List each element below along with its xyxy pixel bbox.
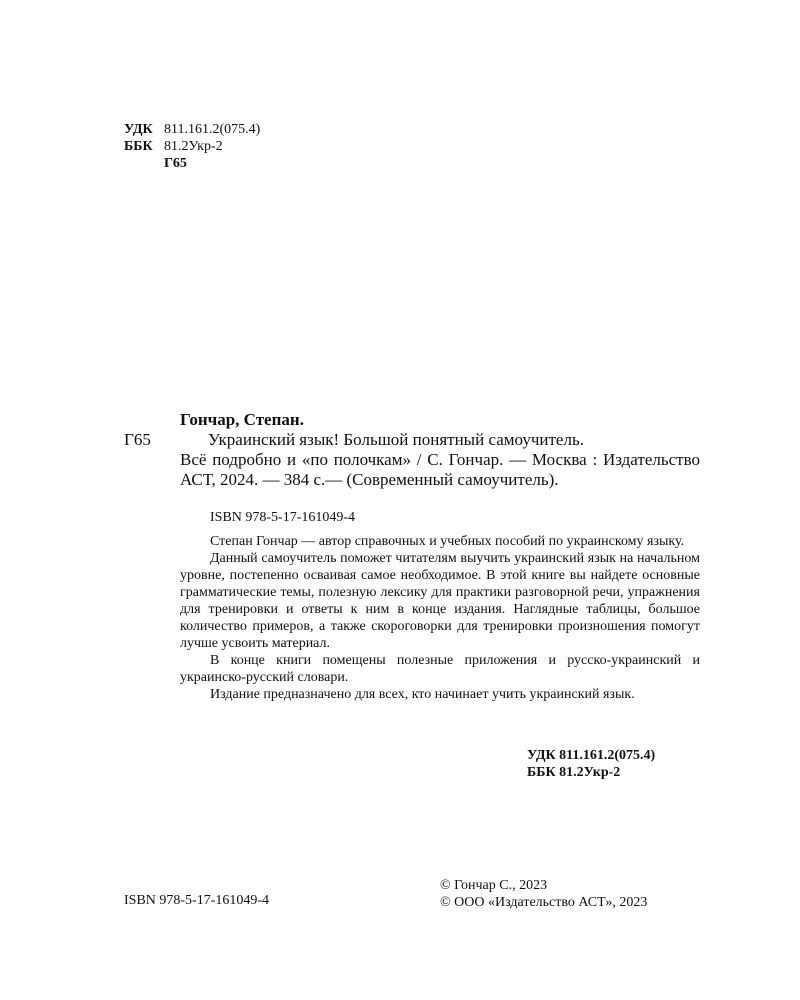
udk-value: 811.161.2(075.4) [164,122,261,137]
udk-bottom: УДК 811.161.2(075.4) [527,748,656,763]
copyright-block [440,877,647,911]
classification-block [124,121,260,172]
author-mark-top: Г65 [164,156,187,171]
author-mark-left: Г65 [124,430,151,449]
record-title-line: Украинский язык! Большой понятный самоучитель. [208,430,584,449]
udk-bbk-bottom [527,747,655,781]
annotation-paragraph-audience: Издание предназначено для всех, кто начинает учить украинский язык. [210,687,635,702]
bbk-value: 81.2Укр-2 [164,139,223,154]
annotation-paragraph-appendices: В конце книги помещены полезные приложения и русско-украинский и украинско-русский словари. [180,653,700,685]
author-heading: Гончар, Степан. [180,410,304,429]
annotation-paragraph-description: Данный самоучитель поможет читателям выучить украинский язык на начальном уровне, постепенно осваивая самое необходимое. В этой книге вы найдете основные грамматические темы, полезную лексику для практики разговорной речи, упражнения для тренировки и ответы к ним в конце издания. Наглядные таблицы, большое количество примеров, а также скороговорки для тренировки произношения помогут лучше усвоить материал. [180,551,700,651]
bbk-row [124,138,260,155]
record-isbn: ISBN 978-5-17-161049-4 [210,510,356,525]
record-details: Всё подробно и «по полочкам» / С. Гончар. — Москва : Издательство АСТ, 2024. — 384 с.— (Современный самоучитель). [180,450,700,489]
copyright-publisher: © ООО «Издательство АСТ», 2023 [440,895,648,910]
copyright-author: © Гончар С., 2023 [440,878,548,893]
bbk-label: ББК [124,139,153,154]
footer-isbn: ISBN 978-5-17-161049-4 [124,893,270,908]
bbk-bottom: ББК 81.2Укр-2 [527,765,621,780]
udk-label: УДК [124,122,153,137]
annotation-paragraph-author: Степан Гончар — автор справочных и учебных пособий по украинскому языку. [210,534,685,549]
bibliographic-record [180,430,700,490]
udk-row [124,121,260,138]
annotation [180,533,700,703]
